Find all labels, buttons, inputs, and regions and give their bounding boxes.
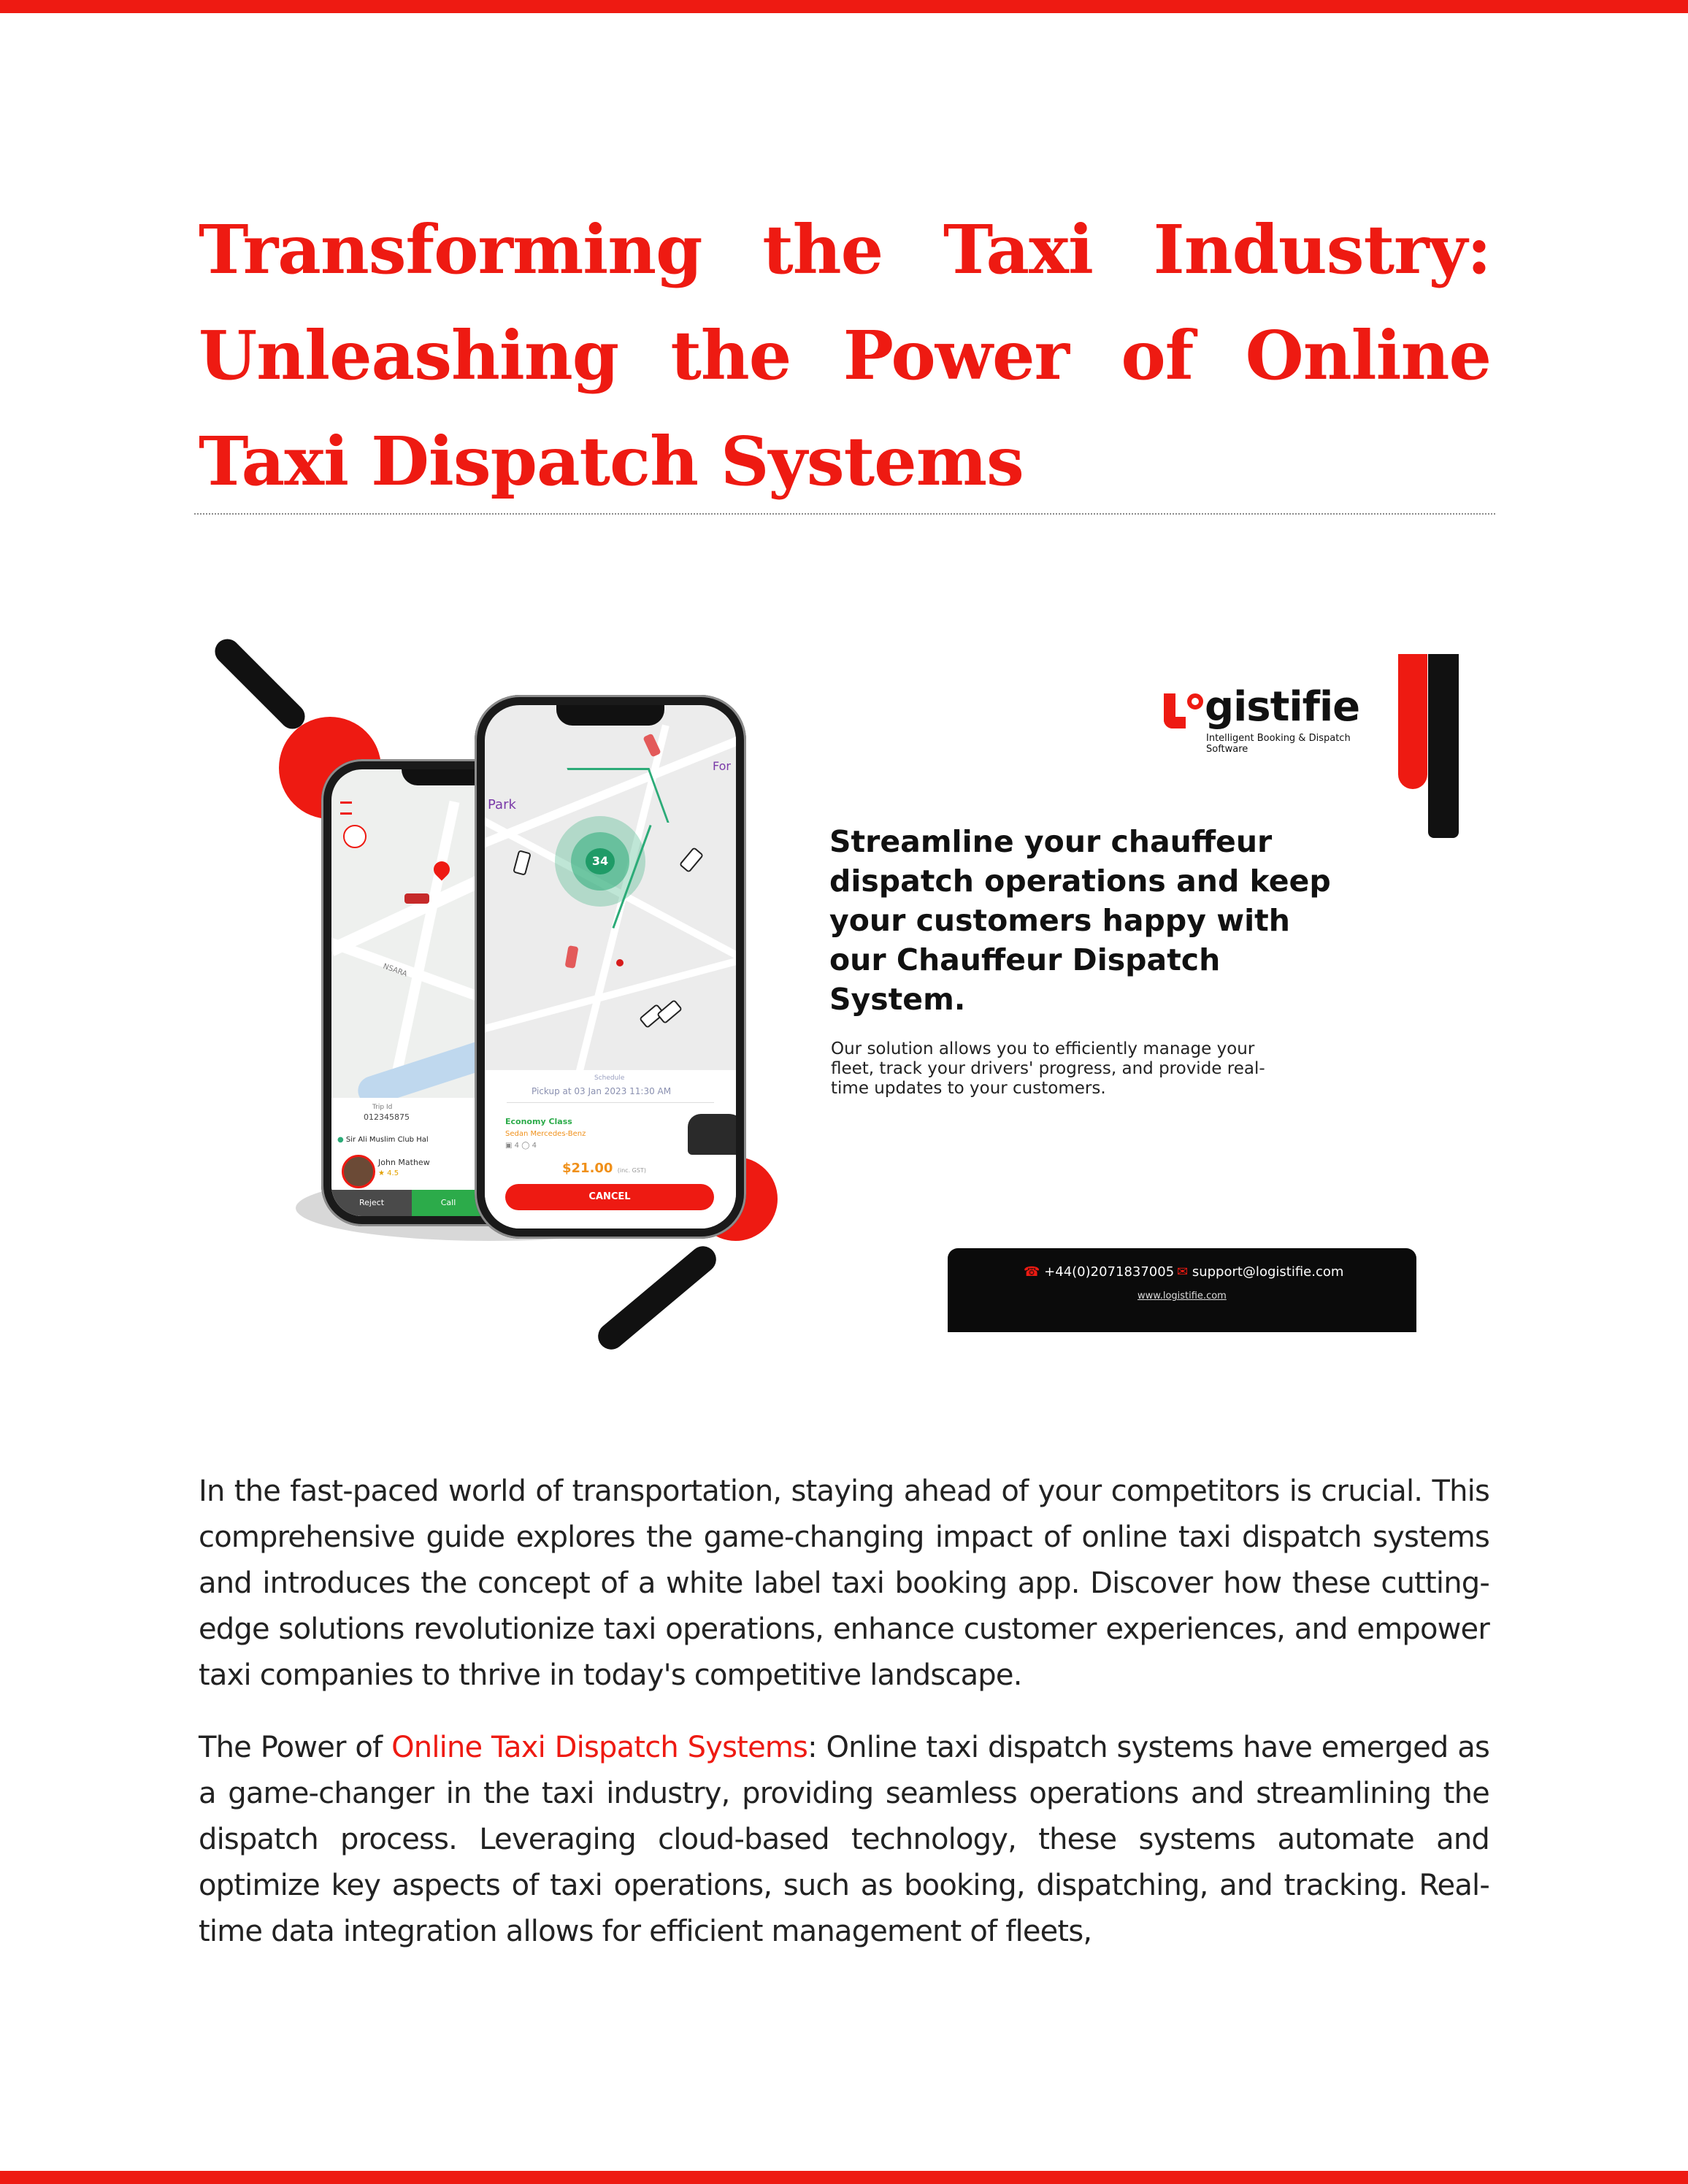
power-prefix: The Power of [199,1731,392,1764]
pickup-location [337,1136,429,1144]
car-icon [656,999,683,1024]
front-phone-notch [556,705,664,726]
title-divider [194,513,1495,515]
logo-text: gistifie [1205,683,1360,731]
cancel-button[interactable]: CANCEL [505,1184,714,1210]
call-button[interactable]: Call [412,1190,485,1216]
map-area-label: NSARA [382,962,409,979]
contact-phone[interactable] [1024,1264,1174,1280]
logo-tagline: Intelligent Booking & Dispatch Software [1206,733,1351,755]
decor-bar-red [1398,654,1427,789]
top-accent-bar [0,0,1688,13]
banner-subtext: Our solution allows you to efficiently manage your fleet, track your drivers' progress, and provide real-time updates to your customers. [831,1039,1265,1098]
seat-count: 4 [514,1142,520,1150]
capacity [505,1142,537,1150]
pickup-heading: Schedule [594,1074,625,1082]
dispatch-systems-link[interactable]: Online Taxi Dispatch Systems [391,1731,808,1764]
car-thumbnail [688,1114,736,1155]
fare [562,1161,646,1176]
contact-bar [948,1248,1416,1332]
page-title: Transforming the Taxi Industry: Unleashing the Power of Online Taxi Dispatch Systems [199,210,1491,501]
destination-pin-icon [616,959,624,966]
menu-icon[interactable] [340,801,352,815]
mail-icon: ✉ [1177,1264,1189,1280]
bag-icon: ◯ [521,1142,530,1150]
map-road [485,950,736,1037]
trip-id-value: 012345875 [364,1112,410,1122]
intro-paragraph: In the fast-paced world of transportation, staying ahead of your competitors is crucial. This comprehensive guide explores the game-changing impact of online taxi dispatch systems and introduces the concept of a white label taxi booking app. Discover how these cutting-edge solutions revolutionize taxi operations, enhance customer experiences, and empower taxi companies to thrive in today's competitive landscape. [199,1474,1489,1692]
driver-rating-value: 4.5 [387,1169,399,1177]
front-phone-screen [485,705,736,1228]
pickup-location-text: Sir Ali Muslim Club Hal [345,1136,429,1144]
card-divider [507,1102,714,1103]
booking-card [485,1070,736,1228]
banner-headline: Streamline your chauffeur dispatch operations and keep your customers happy with our Chauffeur Dispatch System. [829,824,1331,1017]
map-label-for: For [713,759,731,773]
contact-website[interactable]: www.logistifie.com [1138,1291,1227,1301]
contact-email[interactable] [1177,1264,1343,1280]
car-icon [679,847,704,873]
bottom-accent-bar [0,2171,1688,2184]
promo-banner [197,650,1468,1332]
avatar-pin-icon [343,825,367,848]
map-label-park: Park [488,797,516,812]
driver-name: John Mathew [378,1158,430,1167]
driver-rating: ★ 4.5 [378,1169,399,1177]
power-paragraph [199,1725,1489,1955]
brand-logo [1154,683,1394,755]
car-icon [513,850,532,876]
class-label: Economy Class [505,1117,572,1126]
logo-o-mark [1187,693,1203,710]
location-dot-icon: ● [337,1136,344,1144]
fare-value: $21.00 [562,1161,613,1176]
trip-id-label: Trip Id [372,1104,393,1111]
cluster-count-badge[interactable]: 34 [586,848,615,874]
car-model: Sedan Mercedes-Benz [505,1130,586,1138]
contact-phone-text: +44(0)2071837005 [1044,1264,1175,1280]
map-road [389,801,460,1088]
power-body: : Online taxi dispatch systems have emerged as a game-changer in the taxi industry, providing seamless operations and streamlining the dispatch process. Leveraging cloud-based technology, these systems automate and optimize key aspects of taxi operations, such as booking, dispatching, and tracking. Real-time data integration allows for efficient management of fleets, [199,1731,1489,1948]
phone-icon: ☎ [1024,1264,1040,1280]
front-phone [475,695,746,1239]
bag-count: 4 [532,1142,537,1150]
taxi-car-icon [404,893,429,904]
seat-icon: ▣ [505,1142,513,1150]
driver-avatar [342,1155,375,1188]
reject-button[interactable]: Reject [331,1190,412,1216]
fare-note: (inc. GST) [617,1167,646,1174]
contact-email-text: support@logistifie.com [1192,1264,1344,1280]
logo-l-mark [1164,693,1186,728]
taxi-car-icon [565,945,579,969]
decor-stroke-top-left [210,634,310,734]
decor-bar-black [1428,654,1459,838]
decor-stroke-bottom [593,1241,721,1355]
pickup-time: Pickup at 03 Jan 2023 11:30 AM [532,1086,672,1096]
